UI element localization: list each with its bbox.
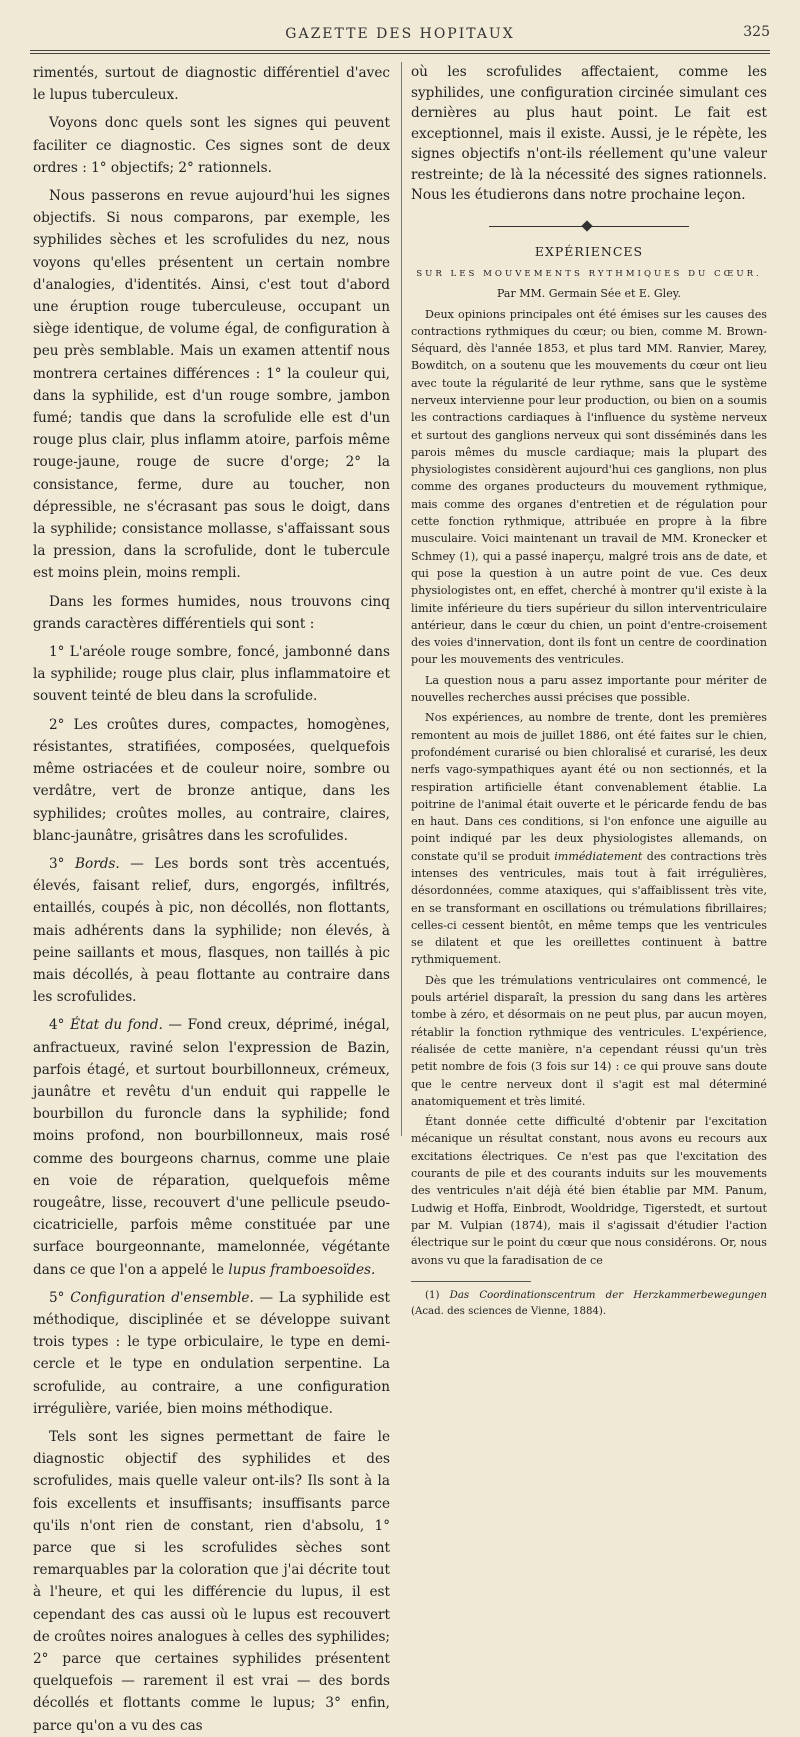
byline: Par MM. Germain Sée et E. Gley. [497,286,681,300]
paragraph: où les scrofulides affectaient, comme les syphilides, une configuration circinée simulant ces dernières au plus haut point. Le fait est exceptionnel, mais il existe. Aussi, je le répète, les signes objectifs n'ont-ils réellement qu'une valeur restreinte; de là la nécessité des signes rationnels. Nous les étudierons dans notre prochaine leçon. [411,64,767,203]
column-divider [401,62,402,1136]
etat-label: État du fond. [70,1017,163,1034]
paragraph-etat: 4° État du fond. — Fond creux, déprimé, inégal, anfractueux, raviné selon l'expression de Bazin, parfois étagé, et surtout bourbillonneux, crémeux, jaunâtre et revêtu d'un enduit qui rappelle le bourbillon du furoncle dans la syphilide; fond moins profond, non bourbillonneux, mais rosé comme des bourgeons charnus, comme une plaie en voie de réparation, quelquefois même rougeâtre, lisse, recouvert d'une pellicule pseudo-cicatricielle, parfois même constituée par une surface bourgeonnante, mamelonnée, végétante dans ce que l'on a appelé le lupus framboesoïdes. [33,1017,390,1278]
etat-text: — Fond creux, déprimé, inégal, anfractueux, raviné selon l'expression de Bazin, parfois étagé, et surtout bourbillonneux, crémeux, jaunâtre et revêtu d'un enduit qui rappelle le bourbillon du furoncle dans la syphilide; fond moins profond, non bourbillonneux, mais rosé comme des bourgeons charnus, comme une plaie en voie de réparation, quelquefois même rougeâtre, lisse, recouvert d'une pellicule pseudo-cicatricielle, parfois même constituée par une surface bourgeonnante, mamelonnée, végétante dans ce que l'on a appelé le [33,1017,390,1278]
left-column [33,62,390,1734]
page-number: 325 [743,24,770,40]
paragraph: rimentés, surtout de diagnostic différentiel d'avec le lupus tuberculeux. [33,65,390,104]
paragraph: 1° L'aréole rouge sombre, foncé, jambonné dans la syphilide; rouge plus clair, plus inflammatoire et souvent teinté de bleu dans la scrofulide. [33,644,390,705]
footnote: (1) Das Coordinationscentrum der Herzkammerbewegungen (Acad. des sciences de Vienne, 1884). [411,1289,767,1317]
emphasis: immédiatement [554,849,643,863]
bords-label: Bords. [75,855,120,872]
footnote-rule [411,1281,531,1282]
paragraph-bords: 3° Bords. — Les bords sont très accentués, élevés, faisant relief, durs, engorgés, infiltrés, entaillés, coupés à pic, non décollés, non flottants, mais adhérents dans la syphilide; non élevés, à peine saillants et mous, flasques, non taillés à pic mais décollés, à peau flottante au contraire dans les scrofulides. [33,855,390,1006]
ornament-divider [489,220,689,232]
footnote-title: Das Coordinationscentrum der Herzkammerbewegungen [449,1289,767,1301]
paragraph: Voyons donc quels sont les signes qui peuvent faciliter ce diagnostic. Ces signes sont de deux ordres : 1° objectifs; 2° rationnels. [33,115,390,176]
bords-text: — Les bords sont très accentués, élevés, faisant relief, durs, engorgés, infiltrés, entaillés, coupés à pic, non décollés, non flottants, mais adhérents dans la syphilide; non élevés, à peine saillants et mous, flasques, non taillés à pic mais décollés, à peau flottante au contraire dans les scrofulides. [33,855,390,1006]
section-subtitle: SUR LES MOUVEMENTS RYTHMIQUES DU CŒUR. [416,268,762,279]
paragraph: Dès que les trémulations ventriculaires ont commencé, le pouls artériel disparaît, la pression du sang dans les artères tombe à zéro, et désormais on ne peut plus, par aucun moyen, rétablir la fonction rythmique des ventricules. L'expérience, réalisée de cette manière, n'a cependant réussi qu'un très petit nombre de fois (3 fois sur 14) : ce qui prouve sans doute que le centre nerveux dont il s'agit est mal déterminé anatomiquement et très limité. [411,973,767,1108]
right-top-block [411,62,767,206]
paragraph: La question nous a paru assez importante pour mériter de nouvelles recherches aussi précises que possible. [411,673,767,705]
header-rule [30,50,770,54]
paragraph-configuration: 5° Configuration d'ensemble. — La syphilide est méthodique, disciplinée et se développe suivant trois types : le type orbiculaire, le type en demi-cercle et le type en ondulation serpentine. La scrofulide, au contraire, a une configuration irrégulière, variée, bien moins méthodique. [33,1289,390,1417]
config-text: — La syphilide est méthodique, disciplinée et se développe suivant trois types : le type orbiculaire, le type en demi-cercle et le type en ondulation serpentine. La scrofulide, au contraire, a une configuration irrégulière, variée, bien moins méthodique. [33,1289,390,1417]
right-column [411,62,767,1317]
running-title: GAZETTE DES HOPITAUX [285,26,515,42]
etat-italic-end: lupus framboesoïdes. [228,1261,376,1278]
paragraph: Tels sont les signes permettant de faire le diagnostic objectif des syphilides et des scrofulides, mais quelle valeur ont-ils? Ils sont à la fois excellents et insuffisants; insuffisants parce qu'ils n'ont rien de constant, rien d'absolu, 1° parce que si les scrofulides sèches sont remarquables par la coloration que j'ai décrite tout à l'heure, et qui les différencie du lupus, il est cependant des cas aussi où le lupus est recouvert de croûtes noires analogues à celles des syphilides; 2° parce que certaines syphilides présentent quelquefois — rarement il est vrai — des bords décollés et flottants comme le lupus; 3° enfin, parce qu'on a vu des cas [33,1428,390,1734]
article-body [411,306,767,1320]
paragraph: Dans les formes humides, nous trouvons cinq grands caractères différentiels qui sont : [33,593,390,632]
paragraph: 2° Les croûtes dures, compactes, homogènes, résistantes, stratifiées, composées, quelquefois même ostriacées et de couleur noire, sombre ou verdâtre, vert de bronze antique, dans les syphilides; croûtes molles, au contraire, claires, blanc-jaunâtre, grisâtres dans les scrofulides. [33,716,390,844]
config-label: Configuration d'ensemble. [70,1289,254,1306]
section-title: EXPÉRIENCES [534,243,644,259]
paragraph: Deux opinions principales ont été émises sur les causes des contractions rythmiques du cœur; ou bien, comme M. Brown-Séquard, dès l'année 1853, et plus tard MM. Ranvier, Marey, Bowditch, on a soutenu que les mouvements du cœur ont lieu avec toute la régularité de leur rythme, sans que le système nerveux intervienne pour leur production, ou bien on a soumis les contractions cardiaques à l'influence du système nerveux et surtout des ganglions nerveux qui sont disséminés dans les parois mêmes du muscle cardiaque; mais la plupart des physiologistes considèrent aujourd'hui ces ganglions, non plus comme des organes producteurs du mouvement rythmique, mais comme des organes d'entretien et de régulation pour cette fonction rythmique, attribuée en propre à la fibre musculaire. Voici maintenant un travail de MM. Kronecker et Schmey (1), qui a passé inaperçu, malgré trois ans de date, et qui pose la question à un autre point de vue. Ces deux physiologistes ont, en effet, cherché à montrer qu'il existe à la limite inférieure du tiers supérieur du sillon interventriculaire antérieur, dans le cœur du chien, un point d'entre-croisement des voies d'innervation, dont ils font un centre de coordination pour les mouvements des ventricules. [411,307,767,667]
diamond-ornament-icon [581,220,592,231]
paragraph: Étant donnée cette difficulté d'obtenir par l'excitation mécanique un résultat constant, nous avons eu recours aux excitations électriques. Ce n'est pas que l'excitation des courants de pile et des courants induits sur les mouvements des ventricules n'ait déjà été bien établie par MM. Panum, Ludwig et Hoffa, Einbrodt, Wooldridge, Tigerstedt, et surtout par M. Vulpian (1874), mais il s'agissait d'étudier l'action électrique sur le point du cœur que nous considérons. Or, nous avons vu que la faradisation de ce [411,1115,767,1267]
paragraph: Nous passerons en revue aujourd'hui les signes objectifs. Si nous comparons, par exemple, les syphilides sèches et les scrofulides du nez, nous voyons qu'elles présentent un certain nombre d'analogies, d'identités. Ainsi, c'est tout d'abord une éruption rouge tuberculeuse, occupant un siège identique, de volume égal, de configuration à peu près semblable. Mais un examen attentif nous montrera certaines différences : 1° la couleur qui, dans la syphilide, est d'un rouge sombre, jambon fumé; tandis que dans la scrofulide elle est d'un rouge plus clair, plus inflamm atoire, parfois même rouge-jaune, rouge de sucre d'orge; 2° la consistance, ferme, dure au toucher, non dépressible, ne s'écrasant pas sous le doigt, dans la syphilide; consistance mollasse, s'affaissant sous la pression, dans la scrofulide, dont le tubercule est moins plein, moins rempli. [33,188,390,582]
paragraph-experiences: Nos expériences, au nombre de trente, dont les premières remontent au mois de juillet 1886, ont été faites sur le chien, profondément curarisé ou bien chloralisé et curarisé, les deux nerfs vago-sympathiques ayant été ou non sectionnés, et la respiration artificielle étant convenablement établie. La poitrine de l'animal était ouverte et le péricarde fendu de bas en haut. Dans ces conditions, si l'on enfonce une aiguille au point indiqué par les deux physiologistes allemands, on constate qu'il se produit immédiatement des contractions très intenses des ventricules, mais tout à fait irrégulières, désordonnées, comme ataxiques, qui s'affaiblissent très vite, en se transformant en oscillations ou trémulations fibrillaires; celles-ci cessent bientôt, en même temps que les ventricules se dilatent et que les oreillettes continuent à battre rythmiquement. [411,711,767,967]
